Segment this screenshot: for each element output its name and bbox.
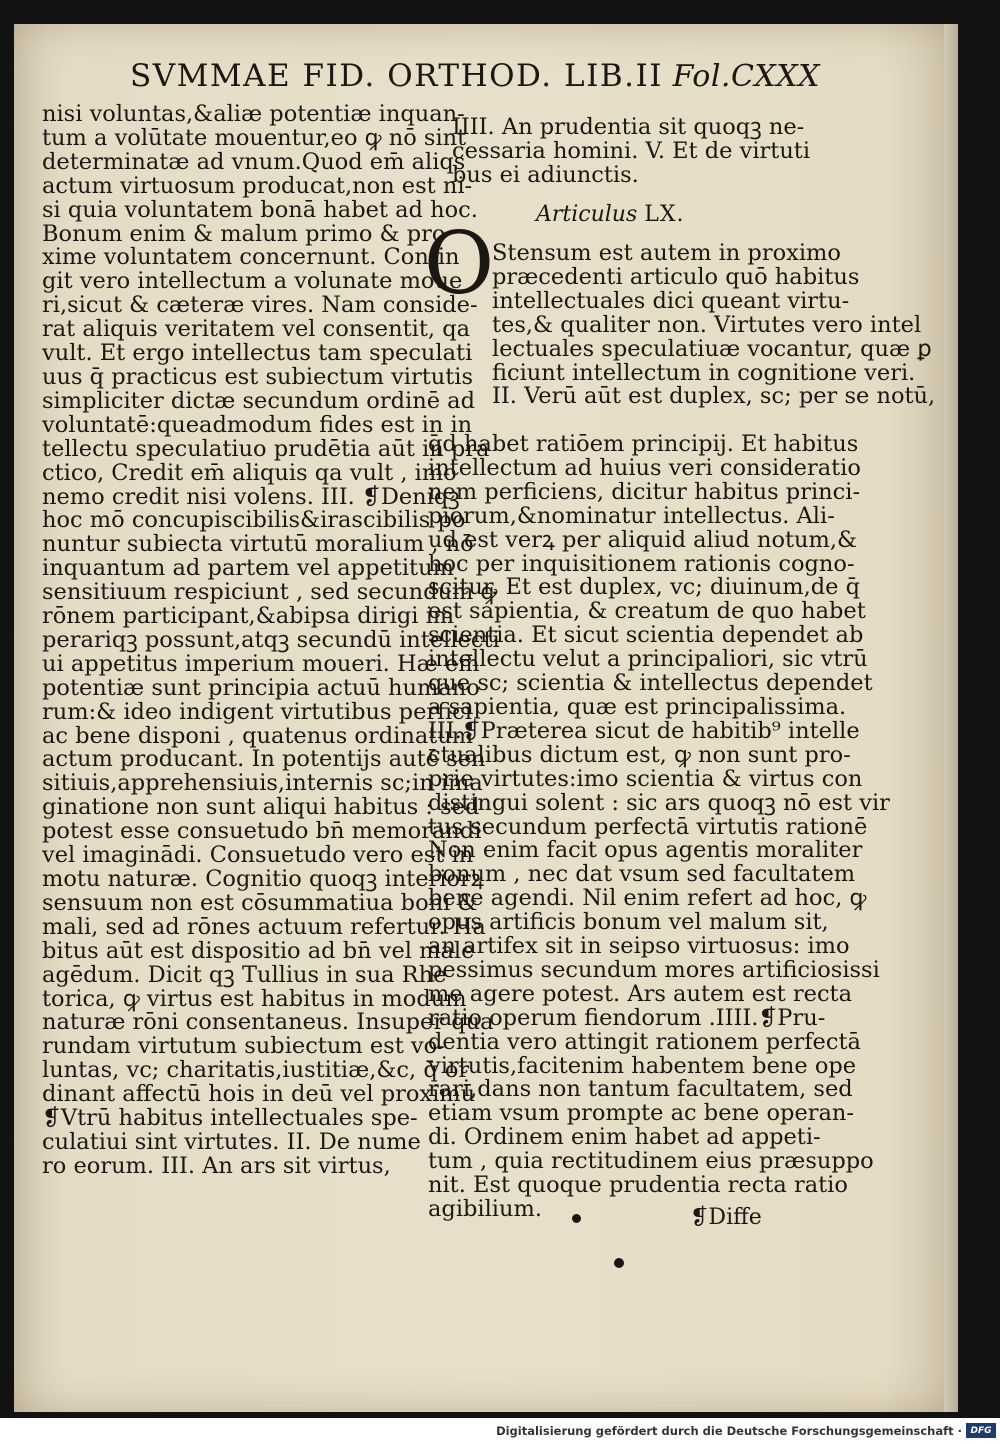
text-line: bus ei adiunctis. <box>452 161 639 188</box>
drop-cap: O <box>423 214 495 314</box>
text-line: simpliciter dictæ secundum ordinē ad <box>42 387 475 414</box>
text-line: rum:& ideo indigent virtutibus perfici <box>42 698 472 725</box>
text-line: scientia. Et sicut scientia dependet ab <box>428 622 864 649</box>
text-line: dinant affectū hois in deū vel proximū <box>42 1081 476 1108</box>
article-heading-number: LX. <box>644 202 685 227</box>
text-line: torica, ꝙ virtus est habitus in modum <box>42 985 467 1012</box>
text-line: determinatæ ad vnum.Quod em̄ aliqs <box>42 148 466 175</box>
text-line: distingui solent : sic ars quoqꝫ nō est vir <box>428 789 890 816</box>
text-line: Bonum enim & malum primo & pro <box>42 220 446 247</box>
text-line: ctico, Credit em̄ aliquis qa vult , imo <box>42 459 457 486</box>
text-line: culatiui sint virtutes. II. De nume <box>42 1128 421 1155</box>
text-line: git vero intellectum a volunate moue <box>42 268 463 295</box>
text-line: prie virtutes:imo scientia & virtus con <box>428 765 863 792</box>
text-line: xime voluntatem concernunt. Contin <box>42 244 460 271</box>
text-line: sensitiuum respiciunt , sed secundum ꝙ <box>42 579 498 606</box>
text-line: III.❡Præterea sicut de habitib⁹ intelle <box>428 717 860 744</box>
text-line: rōnem participant,&abipsa dirigi im <box>42 603 455 630</box>
folio-number: Fol.CXXX <box>672 59 820 94</box>
text-line: dentia vero attingit rationem perfectā <box>428 1028 861 1055</box>
text-line: Non enim facit opus agentis moraliter <box>428 837 863 864</box>
text-line: nem perficiens, dicitur habitus princi- <box>428 478 861 505</box>
text-line: pessimus secundum mores artificiosissi <box>428 956 880 983</box>
page-edge <box>944 24 958 1412</box>
text-line: ctualibus dictum est, ꝙ non sunt pro- <box>428 741 851 768</box>
text-line: uus q̄ practicus est subiectum virtutis <box>42 363 474 390</box>
text-line: sensuum non est cōsummatiua boni & <box>42 889 478 916</box>
text-line: rat aliquis veritatem vel consentit, qa <box>42 316 471 343</box>
text-line: a sapientia, quæ est principalissima. <box>428 693 847 720</box>
running-head <box>130 58 820 94</box>
text-line: tes,& qualiter non. Virtutes vero intel <box>492 311 922 338</box>
text-line: bene agendi. Nil enim refert ad hoc, ꝙ <box>428 885 867 912</box>
text-line: inquantum ad partem vel appetitum <box>42 555 454 582</box>
text-line: ficiunt intellectum in cognitione veri. <box>492 359 916 386</box>
text-line: hoc per inquisitionem rationis cogno- <box>428 550 855 577</box>
text-line: lectuales speculatiuæ vocantur, quæ ꝑ <box>492 335 932 362</box>
text-line: bonum , nec dat vsum sed facultatem <box>428 861 856 888</box>
text-line: IIII. An prudentia sit quoqꝫ ne- <box>452 114 805 140</box>
text-line: naturæ rōni consentaneus. Insuper qua <box>42 1009 494 1036</box>
text-line: nisi voluntas,&aliæ potentiæ inquan- <box>42 101 465 127</box>
text-line: sitiuis,apprehensiuis,internis sc;in ima <box>42 770 483 797</box>
catchword: ❡Diffe <box>690 1205 762 1230</box>
text-line: tellectu speculatiuo prudētia aūt in pra <box>42 435 490 462</box>
article-heading <box>536 202 685 227</box>
text-line: agibilium. <box>428 1196 542 1222</box>
left-column <box>42 101 500 1179</box>
text-line: intellectuales dici queant virtu- <box>492 287 850 314</box>
text-line: que sc; scientia & intellectus dependet <box>428 670 873 697</box>
digitization-footer <box>0 1418 1000 1444</box>
text-line: ud est verꝝ per aliquid aliud notum,& <box>428 526 858 553</box>
right-column-main <box>492 240 936 410</box>
text-line: rari,dans non tantum facultatem, sed <box>428 1076 853 1103</box>
text-line: q̄d habet ratiōem principij. Et habitus <box>428 431 859 457</box>
text-line: motu naturæ. Cognitio quoqꝫ interiorꝝ <box>42 866 484 892</box>
text-line: ratio operum fiendorum .IIII.❡Pru- <box>428 1004 826 1031</box>
article-heading-word: Articulus <box>536 202 638 227</box>
text-line: vult. Et ergo intellectus tam speculati <box>42 340 473 367</box>
footer-credit: Digitalisierung gefördert durch die Deutsche Forschungsgemeinschaft · <box>496 1424 962 1438</box>
text-line: agēdum. Dicit qꝫ Tullius in sua Rhe <box>42 961 447 988</box>
text-line: potest esse consuetudo bn̄ memorandi <box>42 818 482 845</box>
text-line: intellectu velut a principaliori, sic vtrū <box>428 646 868 673</box>
text-line: cessaria homini. V. Et de virtuti <box>452 137 811 164</box>
text-line: ginatione non sunt aliqui habitus : sed <box>42 794 480 821</box>
text-line: an artifex sit in seipso virtuosus: imo <box>428 933 850 960</box>
text-line: tum a volūtate mouentur,eo ꝙ nō sint <box>42 124 467 151</box>
text-line: luntas, vc; charitatis,iustitiæ,&c, q̄ or <box>42 1057 470 1084</box>
text-line: est sapientia, & creatum de quo habet <box>428 598 866 625</box>
text-line: mali, sed ad rōnes actuum refertur. Ha <box>42 913 486 940</box>
text-line: ui appetitus imperium moueri. Hæ em̄ <box>42 650 480 677</box>
text-line: ac bene disponi , quatenus ordinatum <box>42 722 474 749</box>
running-head-title: SVMMAE FID. ORTHOD. LIB.II <box>130 58 663 94</box>
text-line: rundam virtutum subiectum est vo- <box>42 1033 445 1060</box>
ornament-dot <box>572 1214 581 1223</box>
text-line: opus artificis bonum vel malum sit, <box>428 909 829 936</box>
ornament-dot <box>614 1258 624 1268</box>
text-line: perariqꝫ possunt,atqꝫ secundū intellecti <box>42 626 500 653</box>
text-line: scitur. Et est duplex, vc; diuinum,de q̄ <box>428 574 861 601</box>
text-line: virtutis,facitenim habentem bene ope <box>428 1052 857 1079</box>
text-line: piorum,&nominatur intellectus. Ali- <box>428 502 835 529</box>
text-line: hoc mō concupiscibilis&irascibilis po <box>42 507 466 534</box>
text-line: ❡Vtrū habitus intellectuales spe- <box>42 1105 418 1132</box>
text-line: nit. Est quoque prudentia recta ratio <box>428 1172 848 1199</box>
text-line: di. Ordinem enim habet ad appeti- <box>428 1124 821 1151</box>
text-line: etiam vsum prompte ac bene operan- <box>428 1100 855 1127</box>
text-line: nuntur subiecta virtutū moralium , nō <box>42 531 474 558</box>
text-line: intellectum ad huius veri consideratio <box>428 454 861 481</box>
text-line: actum virtuosum producat,non est ni- <box>42 172 473 199</box>
text-line: ro eorum. III. An ars sit virtus, <box>42 1152 391 1179</box>
text-line: actum producant. In potentijs autē sen <box>42 746 486 773</box>
dfg-logo: DFG <box>966 1423 996 1438</box>
text-line: II. Verū aūt est duplex, sc; per se notū, <box>492 383 936 410</box>
text-line: bitus aūt est dispositio ad bn̄ vel male <box>42 937 475 964</box>
text-line: me agere potest. Ars autem est recta <box>428 980 852 1007</box>
text-line: tus secundum perfectā virtutis rationē <box>428 813 868 840</box>
text-line: Stensum est autem in proximo <box>492 240 841 266</box>
right-column-body <box>428 431 890 1222</box>
text-line: voluntatē:queadmodum fides est in in <box>42 411 473 438</box>
text-line: vel imaginādi. Consuetudo vero est in <box>42 842 474 869</box>
right-column-top <box>452 116 812 188</box>
text-line: tum , quia rectitudinem eius præsuppo <box>428 1148 874 1175</box>
text-line: si quia voluntatem bonā habet ad hoc. <box>42 196 478 223</box>
text-line: potentiæ sunt principia actuū humano <box>42 674 480 701</box>
text-line: præcedenti articulo quō habitus <box>492 263 860 290</box>
text-line: ri,sicut & cæteræ vires. Nam conside- <box>42 292 478 319</box>
text-line: nemo credit nisi volens. III. ❡Deniqꝫ <box>42 483 460 510</box>
